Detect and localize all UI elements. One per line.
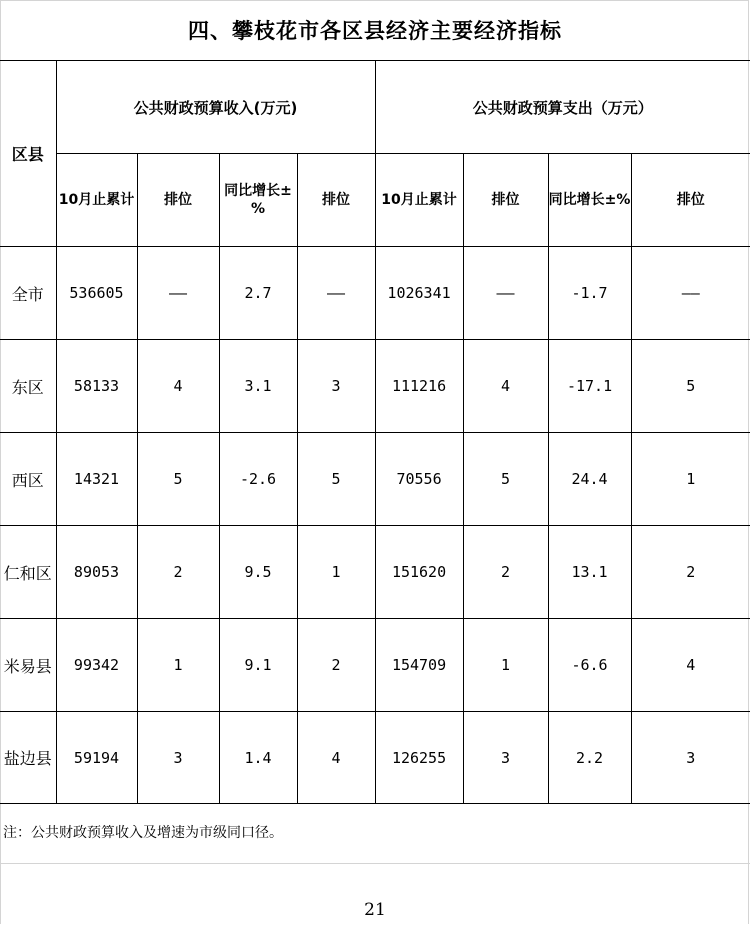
table-row [0, 247, 750, 340]
revenue-ytd-cell: 99342 [56, 619, 137, 712]
table-row [0, 619, 750, 712]
revenue-rank-header: 排位 [137, 154, 219, 247]
expense-group-header: 公共财政预算支出（万元） [375, 61, 750, 154]
revenue-yoy-rank-cell: 2 [297, 619, 375, 712]
expense-ytd-cell: 154709 [375, 619, 463, 712]
revenue-ytd-cell: 59194 [56, 712, 137, 804]
revenue-rank-cell: —— [137, 247, 219, 340]
expense-yoy-rank-cell: 2 [631, 526, 750, 619]
expense-rank-cell: 3 [463, 712, 548, 804]
table-row [0, 526, 750, 619]
expense-yoy-header: 同比增长±% [548, 154, 631, 247]
revenue-rank-cell: 5 [137, 433, 219, 526]
expense-rank-cell: 4 [463, 340, 548, 433]
revenue-rank-cell: 1 [137, 619, 219, 712]
page-number: 21 [364, 900, 386, 920]
page-title: 四、攀枝花市各区县经济主要经济指标 [188, 19, 562, 43]
expense-yoy-rank-cell: 3 [631, 712, 750, 804]
expense-yoy-cell: 2.2 [548, 712, 631, 804]
revenue-yoy-rank-cell: 3 [297, 340, 375, 433]
expense-yoy-rank-cell: 4 [631, 619, 750, 712]
revenue-yoy-rank-header: 排位 [297, 154, 375, 247]
expense-yoy-cell: -1.7 [548, 247, 631, 340]
table-row [0, 433, 750, 526]
revenue-yoy-rank-cell: —— [297, 247, 375, 340]
revenue-yoy-cell: 9.5 [219, 526, 297, 619]
revenue-yoy-cell: 9.1 [219, 619, 297, 712]
expense-rank-cell: 2 [463, 526, 548, 619]
expense-rank-header: 排位 [463, 154, 548, 247]
district-cell: 米易县 [0, 619, 56, 712]
district-cell: 全市 [0, 247, 56, 340]
expense-ytd-cell: 126255 [375, 712, 463, 804]
revenue-yoy-rank-cell: 4 [297, 712, 375, 804]
revenue-ytd-cell: 58133 [56, 340, 137, 433]
revenue-yoy-cell: 1.4 [219, 712, 297, 804]
revenue-yoy-cell: -2.6 [219, 433, 297, 526]
revenue-yoy-cell: 3.1 [219, 340, 297, 433]
expense-yoy-cell: 24.4 [548, 433, 631, 526]
district-cell: 西区 [0, 433, 56, 526]
revenue-ytd-cell: 536605 [56, 247, 137, 340]
expense-yoy-cell: 13.1 [548, 526, 631, 619]
revenue-rank-cell: 4 [137, 340, 219, 433]
divider [0, 863, 750, 864]
table-row [0, 712, 750, 804]
expense-yoy-rank-cell: 5 [631, 340, 750, 433]
expense-yoy-rank-cell: —— [631, 247, 750, 340]
expense-ytd-cell: 151620 [375, 526, 463, 619]
revenue-yoy-header: 同比增长±% [219, 154, 297, 247]
expense-ytd-cell: 111216 [375, 340, 463, 433]
expense-yoy-cell: -17.1 [548, 340, 631, 433]
economic-indicators-table [0, 60, 750, 804]
revenue-ytd-header: 10月止累计 [56, 154, 137, 247]
revenue-yoy-rank-cell: 1 [297, 526, 375, 619]
expense-ytd-cell: 1026341 [375, 247, 463, 340]
revenue-yoy-rank-cell: 5 [297, 433, 375, 526]
expense-yoy-rank-header: 排位 [631, 154, 750, 247]
expense-rank-cell: 1 [463, 619, 548, 712]
revenue-rank-cell: 3 [137, 712, 219, 804]
expense-rank-cell: —— [463, 247, 548, 340]
revenue-rank-cell: 2 [137, 526, 219, 619]
revenue-ytd-cell: 89053 [56, 526, 137, 619]
table-footnote: 注：公共财政预算收入及增速为市级同口径。 [3, 825, 283, 841]
expense-ytd-cell: 70556 [375, 433, 463, 526]
revenue-yoy-cell: 2.7 [219, 247, 297, 340]
expense-yoy-cell: -6.6 [548, 619, 631, 712]
district-cell: 盐边县 [0, 712, 56, 804]
expense-ytd-header: 10月止累计 [375, 154, 463, 247]
district-header: 区县 [0, 61, 56, 247]
revenue-group-header: 公共财政预算收入(万元) [56, 61, 375, 154]
revenue-ytd-cell: 14321 [56, 433, 137, 526]
district-cell: 东区 [0, 340, 56, 433]
table-row [0, 340, 750, 433]
district-cell: 仁和区 [0, 526, 56, 619]
expense-yoy-rank-cell: 1 [631, 433, 750, 526]
expense-rank-cell: 5 [463, 433, 548, 526]
